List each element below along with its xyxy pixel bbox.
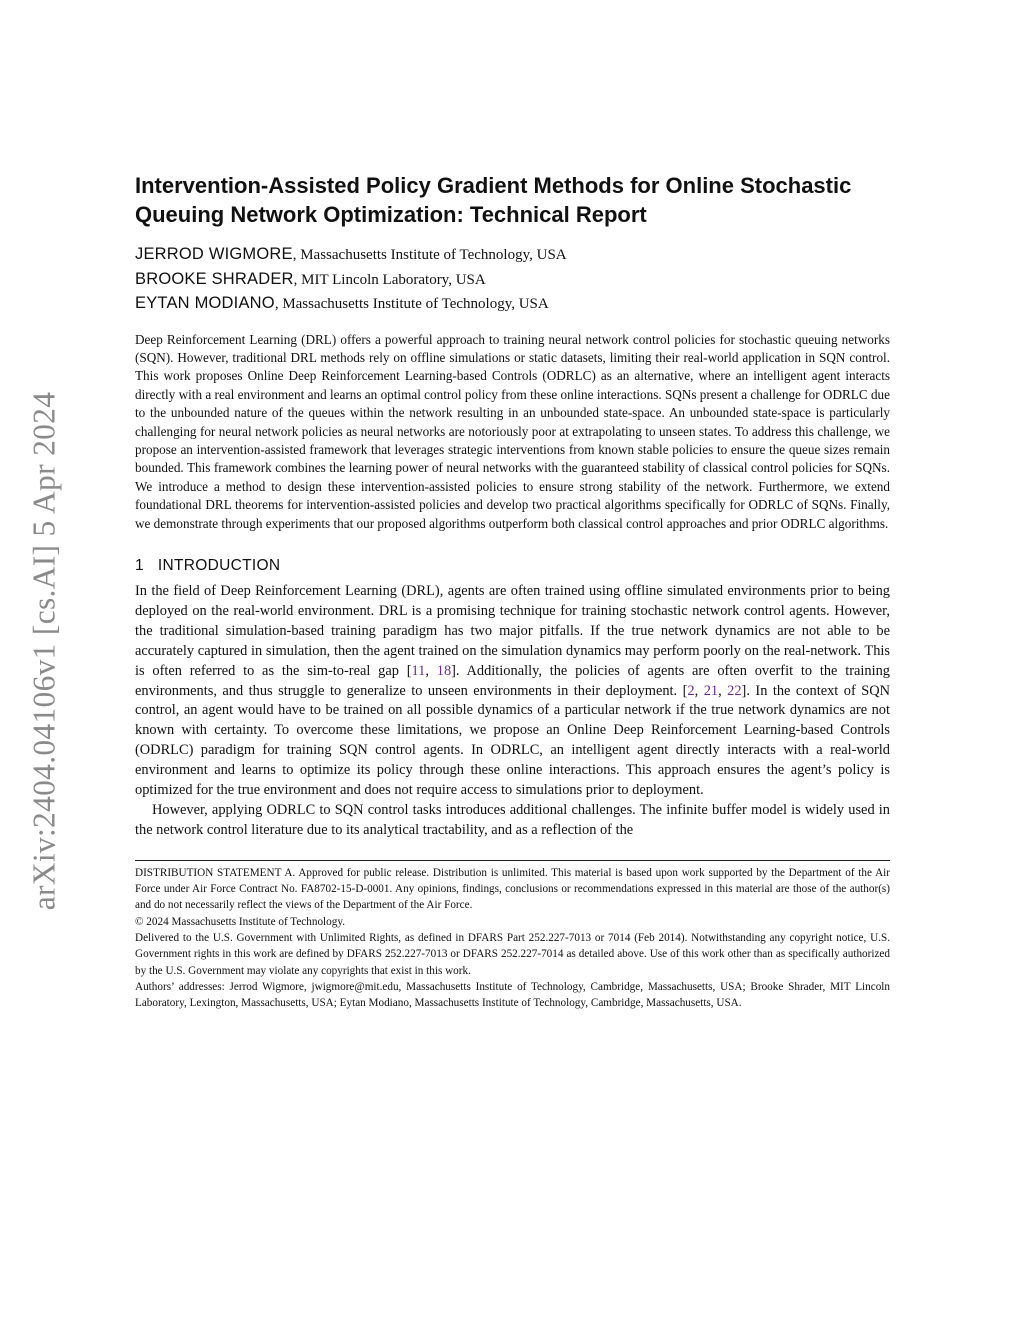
- author-name: EYTAN MODIANO: [135, 294, 275, 312]
- section-heading: [135, 556, 890, 576]
- author-affiliation: MIT Lincoln Laboratory, USA: [301, 271, 486, 288]
- arxiv-stamp: [24, 373, 64, 928]
- citation-link[interactable]: 22: [727, 682, 742, 699]
- citation-link[interactable]: 21: [703, 682, 719, 699]
- section-title: INTRODUCTION: [157, 556, 281, 574]
- paper-title: Intervention-Assisted Policy Gradient Methods for Online Stochastic Queuing Network Optimization: Technical Report: [135, 173, 852, 227]
- author-entry: BROOKE SHRADER, MIT Lincoln Laboratory, USA: [135, 269, 486, 288]
- citation-link[interactable]: 11: [411, 662, 426, 679]
- author-name: BROOKE SHRADER: [135, 269, 294, 288]
- rights-notice: Delivered to the U.S. Government with Unlimited Rights, as defined in DFARS Part 252.227-7013 or 7014 (Feb 2014). Notwithstanding any copyright notice, U.S. Government rights in this work are defined by DFARS 252.227-7013 or DFARS 252.227-7014 as detailed above. Use of this work other than as specifically authorized by the U.S. Government may violate any copyrights that exist in this work.: [135, 931, 890, 977]
- paragraph-text: ]. Additionally, the policies of agents are often overfit to the training environments, and thus struggle to generalize to unseen environments in their deployment. [: [135, 662, 890, 699]
- author-addresses: Authors’ addresses: Jerrod Wigmore, jwigmore@mit.edu, Massachusetts Institute of Technology, Cambridge, Massachusetts, USA; Brooke Shrader, MIT Lincoln Laboratory, Lexington, Massachusetts, USA; Eytan Modiano, Massachusetts Institute of Technology, Cambridge, Massachusetts, USA.: [135, 980, 890, 1010]
- author-entry: EYTAN MODIANO, Massachusetts Institute of Technology, USA: [135, 294, 549, 312]
- paper-page: [135, 171, 890, 1011]
- author-affiliation: Massachusetts Institute of Technology, USA: [282, 296, 549, 312]
- abstract: [135, 331, 890, 533]
- distribution-statement: DISTRIBUTION STATEMENT A. Approved for public release. Distribution is unlimited. This material is based upon work supported by the Department of the Air Force under Air Force Contract No. FA8702-15-D-0001. Any opinions, findings, conclusions or recommendations expressed in this material are those of the author(s) and do not necessarily reflect the views of the Department of the Air Force.: [135, 866, 890, 912]
- author-affiliation: Massachusetts Institute of Technology, USA: [300, 247, 567, 263]
- abstract-text: Deep Reinforcement Learning (DRL) offers a powerful approach to training neural network control policies for stochastic queuing networks (SQN). However, traditional DRL methods rely on offline simulations or static datasets, limiting their real-world application in SQN control. This work proposes Online Deep Reinforcement Learning-based Controls (ODRLC) as an alternative, where an intelligent agent interacts directly with a real environment and learns an optimal control policy from these online interactions. SQNs present a challenge for ODRLC due to the unbounded nature of the queues within the network resulting in an unbounded state-space. An unbounded state-space is particularly challenging for neural network policies as neural networks are notoriously poor at extrapolating to unseen states. To address this challenge, we propose an intervention-assisted framework that leverages strategic interventions from known stable policies to ensure the queue sizes remain bounded. This framework combines the learning power of neural networks with the guaranteed stability of classical control policies for SQNs. We introduce a method to design these intervention-assisted policies to ensure strong stability of the network. Furthermore, we extend foundational DRL theorems for intervention-assisted policies and develop two practical algorithms specifically for ODRLC of SQNs. Finally, we demonstrate through experiments that our proposed algorithms outperform both classical control approaches and prior ODRLC algorithms.: [135, 331, 890, 531]
- arxiv-stamp-text: arXiv:2404.04106v1 [cs.AI] 5 Apr 2024: [26, 391, 61, 910]
- paragraph-text: ]. In the context of SQN control, an agent would have to be trained on all possible dynamics of a particular network if the true network dynamics are not known with certainty. To overcome these limitations, we propose an Online Deep Reinforcement Learning-based Controls (ODRLC) paradigm for training SQN control agents. In ODRLC, an intelligent agent directly interacts with a real-world environment and learns to optimize its policy through these online interactions. This approach ensures the agent’s policy is optimized for the true environment and does not require access to simulations prior to deployment.: [135, 682, 890, 799]
- section-number: 1: [135, 556, 144, 574]
- citation-link[interactable]: 18: [436, 662, 452, 679]
- citation-link[interactable]: 2: [687, 682, 695, 699]
- paragraph: In the field of Deep Reinforcement Learning (DRL), agents are often trained using offline simulated environments prior to being deployed on the real-world environment. DRL is a promising technique for training stochastic network control agents. However, the traditional simulation-based training paradigm has two major pitfalls. If the true network dynamics are not able to be accurately captured in simulation, then the agent trained on the simulation dynamics may perform poorly on the real-network. This is often referred to as the sim-to-real gap [11, 18]. Additionally, the policies of agents are often overfit to the training environments, and thus struggle to generalize to unseen environments in their deployment. [2, 21, 22]. In the context of SQN control, an agent would have to be trained on all possible dynamics of a particular network if the true network dynamics are not known with certainty. To overcome these limitations, we propose an Online Deep Reinforcement Learning-based Controls (ODRLC) paradigm for training SQN control agents. In ODRLC, an intelligent agent directly interacts with a real-world environment and learns to optimize its policy through these online interactions. This approach ensures the agent’s policy is optimized for the true environment and does not require access to simulations prior to deployment.: [135, 582, 890, 799]
- author-list: [135, 243, 890, 317]
- paragraph-text: In the field of Deep Reinforcement Learning (DRL), agents are often trained using offline simulated environments prior to being deployed on the real-world environment. DRL is a promising technique for training stochastic network control agents. However, the traditional simulation-based training paradigm has two major pitfalls. If the true network dynamics are not able to be accurately captured in simulation, then the agent trained on the simulation dynamics may perform poorly on the real-network. This is often referred to as the sim-to-real gap [: [135, 582, 890, 679]
- footnotes: [135, 860, 890, 1012]
- introduction-body: [135, 582, 890, 841]
- author-name: JERROD WIGMORE: [135, 245, 293, 263]
- paragraph: However, applying ODRLC to SQN control tasks introduces additional challenges. The infinite buffer model is widely used in the network control literature due to its analytical tractability, and as a reflection of the: [135, 801, 890, 838]
- author-entry: JERROD WIGMORE, Massachusetts Institute of Technology, USA: [135, 245, 567, 263]
- copyright-notice: © 2024 Massachusetts Institute of Technology.: [135, 915, 345, 928]
